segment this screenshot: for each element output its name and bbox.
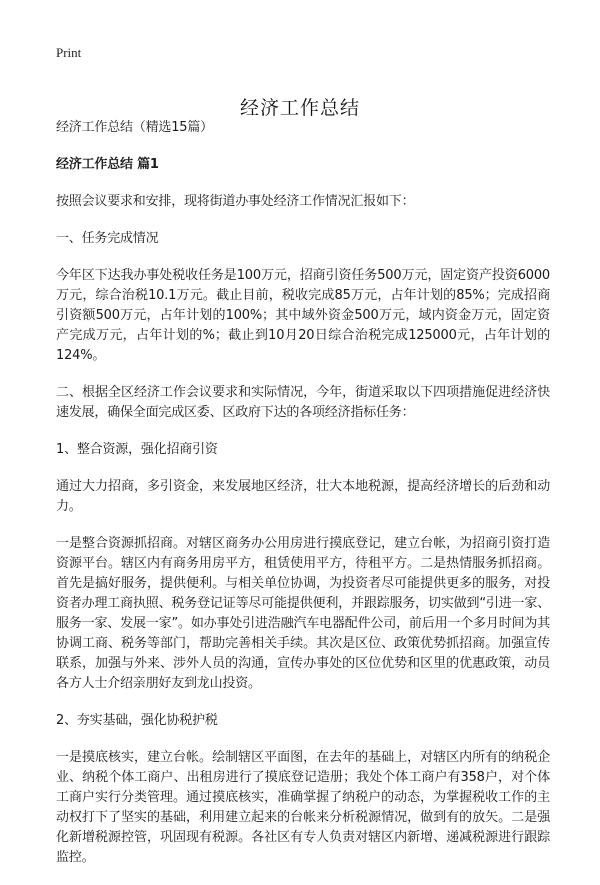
- page-title: 经济工作总结: [239, 96, 360, 119]
- article-subtitle: 经济工作总结（精选15篇）: [56, 120, 213, 135]
- heading-measures: 二、根据全区经济工作会议要求和实际情况，今年，街道采取以下四项措施促进经济快速发展，确保全面完成区委、区政府下达的各项经济指标任务：: [56, 385, 550, 420]
- article-body: [56, 118, 550, 885]
- subheading-tax: 2、夯实基础，强化协税护税: [56, 713, 218, 728]
- paragraph-investment-detail: 一是整合资源抓招商。对辖区商务办公用房进行摸底登记，建立台帐，为招商引资打造资源平台。辖区内有商务用房平方，租赁使用平方，待租平方。二是热情服务抓招商。首先是搞好服务，提供便利。与相关单位协调，为投资者尽可能提供更多的服务，对投资者办理工商执照、税务登记证等尽可能提供便利，并跟踪服务，切实做到“引进一家、服务一家、发展一家”。如办事处引进浩融汽车电器配件公司，前后用一个多月时间为其协调工商、税务等部门，帮助完善相关手续。其次是区位、政策优势抓招商。加强宣传联系，加强与外来、涉外人员的沟通，宣传办事处的区位优势和区里的优惠政策，动员各方人士介绍亲朋好友到龙山投资。: [56, 536, 550, 691]
- section-heading: 经济工作总结 篇1: [56, 157, 159, 172]
- paragraph-task-figures: 今年区下达我办事处税收任务是100万元，招商引资任务500万元，固定资产投资6000万元，综合治税10.1万元。截止目前，税收完成85万元，占年计划的85%；完成招商引资额500万元，占年计划的100%；其中域外资金500万元，域内资金万元，固定资产完成万元，占年计划的%；截止到10月20日综合治税完成125000元，占年计划的124%。: [56, 268, 550, 363]
- heading-task-completion: 一、任务完成情况: [56, 231, 159, 246]
- subheading-investment: 1、整合资源，强化招商引资: [56, 442, 218, 457]
- paragraph-investment-intro: 通过大力招商，多引资金，来发展地区经济，壮大本地税源，提高经济增长的后劲和动力。: [56, 479, 550, 514]
- print-link[interactable]: Print: [56, 45, 82, 60]
- paragraph-tax-detail: 一是摸底核实，建立台帐。绘制辖区平面图，在去年的基础上，对辖区内所有的纳税企业、纳税个体工商户、出租房进行了摸底登记造册；我处个体工商户有358户，对个体工商户实行分类管理。通过摸底核实，准确掌握了纳税户的动态，为掌握税收工作的主动权打下了坚实的基础，利用建立起来的台帐来分析税源情况，做到有的放矢。二是强化新增税源控管，巩固现有税源。各社区有专人负责对辖区内新增、递减税源进行跟踪监控。: [56, 750, 550, 865]
- paragraph-intro: 按照会议要求和安排，现将街道办事处经济工作情况汇报如下：: [56, 194, 415, 209]
